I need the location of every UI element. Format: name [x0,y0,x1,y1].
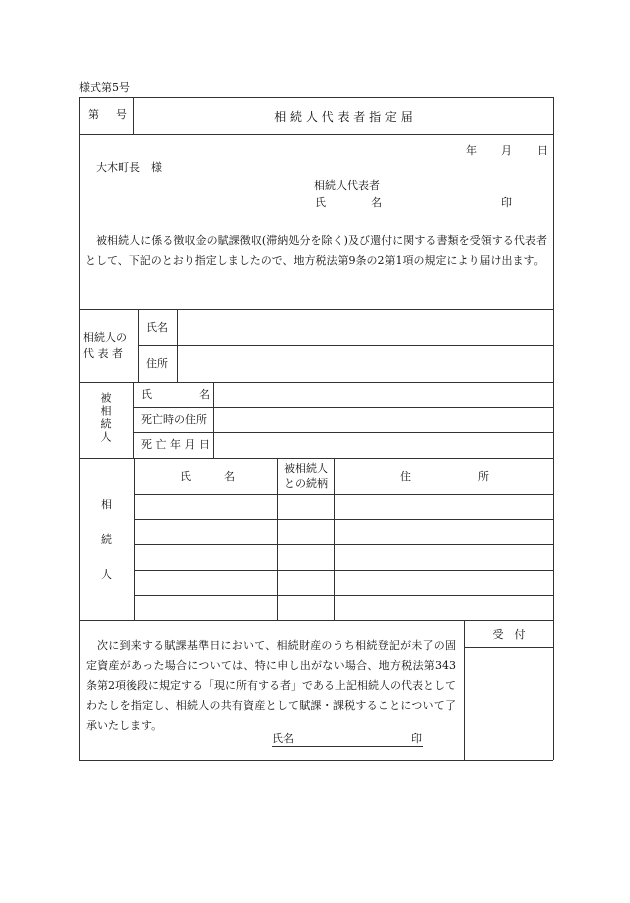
deceased-address-field[interactable] [214,408,552,431]
heir-address-field[interactable] [335,520,552,543]
deceased-name-field[interactable] [214,383,552,406]
consent-seal-mark: 印 [411,732,422,745]
deceased-date-field[interactable] [214,433,552,457]
addressee: 大木町長 様 [96,161,162,174]
receipt-label: 受 付 [492,628,526,641]
heir-name-field[interactable] [135,571,276,594]
heirs-label-2: 続 [101,533,112,546]
header-bottom-line [79,134,553,135]
heirs-col-address-a: 住 [400,470,411,483]
heir-name-field[interactable] [135,545,276,569]
heir-name-field[interactable] [135,495,276,518]
heir-address-field[interactable] [335,596,552,619]
deceased-bottom-line [79,458,553,459]
doc-number-suffix: 号 [116,108,127,121]
heir-relation-field[interactable] [278,571,333,594]
heirs-label-1: 相 [101,498,112,511]
heir-relation-field[interactable] [278,495,333,518]
heir-relation-field[interactable] [278,545,333,569]
heirs-col-name-a: 氏 [180,470,191,483]
consent-name-label: 氏名 [272,732,294,745]
heir-relation-field[interactable] [278,520,333,543]
deceased-name-label-b: 名 [199,388,210,401]
name-label-2: 名 [371,196,382,209]
frame-right [553,97,554,760]
consent-signature-line[interactable] [272,732,423,747]
rep-section-label: 相続人の代 表 者 [83,331,127,360]
rep-address-field[interactable] [178,346,552,381]
heir-address-field[interactable] [335,545,552,569]
form-title: 相 続 人 代 表 者 指 定 届 [274,109,413,124]
heirs-col-name-b: 名 [224,470,235,483]
date-day-label: 日 [537,144,548,157]
heir-address-field[interactable] [335,571,552,594]
name-label: 氏 [315,196,326,209]
heir-name-field[interactable] [135,520,276,543]
deceased-name-label-a: 氏 [141,388,152,401]
heir-address-field[interactable] [335,495,552,518]
consent-paragraph: 次に到来する賦課基準日において、相続財産のうち相続登記が未了の固定資産があった場合については、特に申し出がない場合、地方税法第343条第2項後段に規定する「現に所有する者」である上記相続人の代表としてわたしを指定し、相続人の共有資産として賦課・課税することについて了承いたします。 [86,639,456,732]
rep-address-label: 住所 [146,357,168,370]
deceased-section-label: 被相続人 [99,392,112,444]
heir-relation-field[interactable] [278,596,333,619]
deceased-date-label: 死 亡 年 月 日 [141,438,210,451]
frame-bottom [79,760,553,761]
date-month-label: 月 [501,144,512,157]
date-year-label: 年 [466,144,477,157]
heirs-label-3: 人 [101,568,112,581]
intro-paragraph: 被相続人に係る徴収金の賦課徴収(滞納処分を除く)及び還付に関する書類を受領する代表者として、下記のとおり指定しましたので、地方税法第9条の2第1項の規定により届け出ます。 [85,234,547,267]
frame-left [79,97,80,760]
doc-number-prefix: 第 [88,108,99,121]
seal-mark: 印 [501,196,512,209]
heirs-col-relation: 被相続人との続柄 [284,462,328,490]
deceased-address-label: 死亡時の住所 [141,413,207,426]
heirs-col-address-b: 所 [478,470,489,483]
form-number: 様式第5号 [79,81,130,94]
rep-name-field[interactable] [178,310,552,344]
receipt-stamp-area[interactable] [465,648,552,759]
deceased-label-divider [133,382,134,458]
heir-name-field[interactable] [135,596,276,619]
rep-name-label: 氏名 [146,321,168,334]
representative-label: 相続人代表者 [314,179,380,192]
